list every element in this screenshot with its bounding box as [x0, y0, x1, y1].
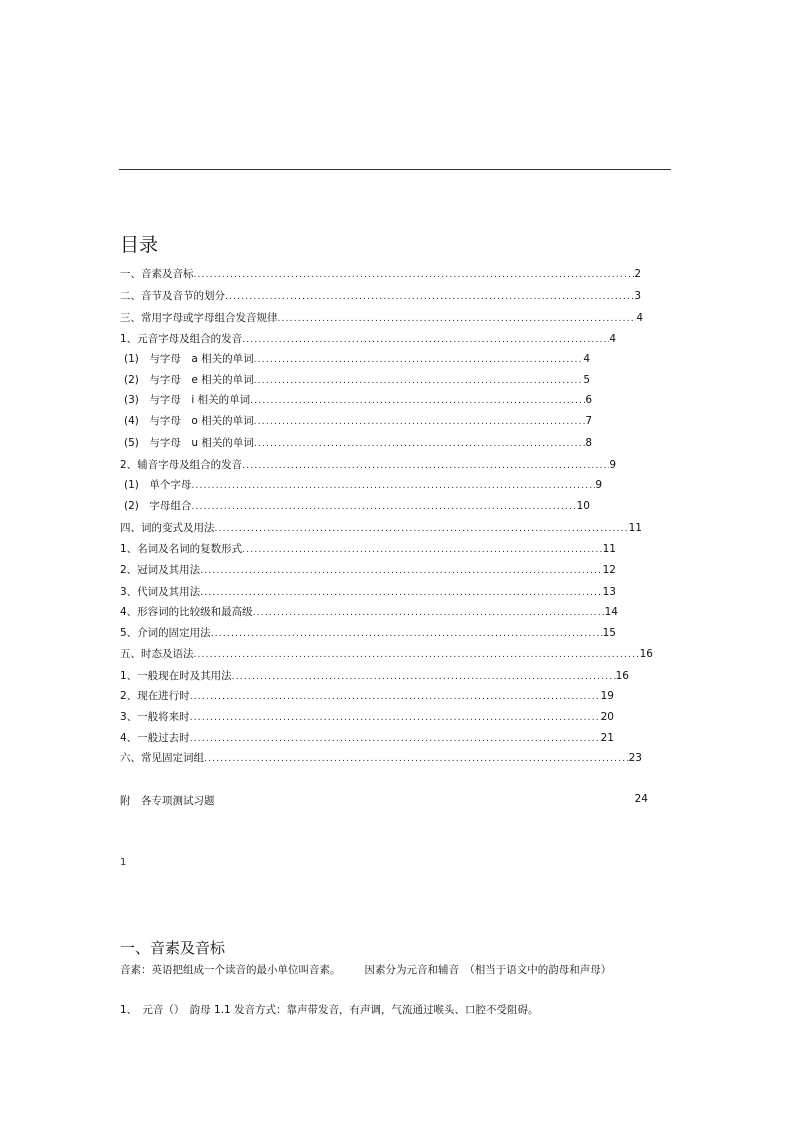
toc-entry-page: 11	[602, 543, 616, 555]
toc-entry-text: 3、一般将来时	[120, 711, 190, 723]
toc-entry-page: 7	[585, 415, 592, 427]
toc-entry[interactable]	[120, 584, 616, 600]
toc-leader-dots	[242, 332, 609, 348]
toc-entry-text: 1、一般现在时及其用法	[120, 670, 232, 682]
toc-entry-text: 1、元音字母及组合的发音	[120, 333, 243, 345]
toc-entry-text: 2、现在进行时	[120, 690, 190, 702]
toc-entry[interactable]	[120, 646, 653, 662]
toc-entry-text: 2、冠词及其用法	[120, 564, 201, 576]
toc-entry-text: (2) 字母组合	[124, 500, 192, 512]
toc-entry-text: 五、时态及语法	[120, 648, 194, 660]
paragraph-text: 因素分为元音和辅音 （相当于语文中的韵母和声母）	[364, 964, 612, 976]
toc-leader-dots	[242, 458, 609, 474]
toc-entry-text: 四、词的变式及用法	[120, 522, 215, 534]
toc-entry[interactable]	[120, 520, 642, 536]
toc-entry-text: 4、形容词的比较级和最高级	[120, 606, 253, 618]
toc-entry-page: 4	[583, 353, 590, 365]
toc-entry[interactable]	[124, 498, 590, 514]
toc-entry-text: 二、音节及音节的划分	[120, 290, 225, 302]
toc-entry[interactable]	[120, 625, 616, 641]
toc-leader-dots	[191, 478, 595, 494]
toc-entry[interactable]	[120, 604, 618, 620]
toc-leader-dots	[254, 373, 584, 389]
toc-leader-dots	[254, 414, 586, 430]
toc-entry-text: (2) 与字母 e 相关的单词	[124, 374, 254, 386]
toc-entry-text: 六、常见固定词组	[120, 752, 204, 764]
toc-entry-text: 2、辅音字母及组合的发音	[120, 459, 243, 471]
body-paragraph: 1、 元音（） 韵母 1.1 发音方式：靠声带发音，有声调，气流通过喉头、口腔不受阻碍。	[120, 1004, 539, 1016]
toc-leader-dots	[232, 669, 616, 685]
toc-title: 目录	[120, 234, 159, 256]
toc-entry-page: 2	[634, 268, 641, 280]
toc-leader-dots	[225, 289, 634, 305]
toc-entry-page: 5	[583, 374, 590, 386]
toc-entry-page: 10	[576, 500, 590, 512]
toc-entry[interactable]	[120, 668, 629, 684]
page-number: 1	[120, 857, 127, 868]
toc-leader-dots	[194, 647, 640, 663]
toc-entry-page: 13	[602, 586, 616, 598]
toc-leader-dots	[215, 521, 629, 537]
appendix-text: 附 各专项测试习题	[120, 795, 215, 807]
toc-entry[interactable]	[124, 392, 592, 408]
paragraph-text: 音素：英语把组成一个读音的最小单位叫音素。	[120, 964, 341, 976]
toc-entry[interactable]	[120, 266, 641, 282]
toc-entry-text: 4、一般过去时	[120, 732, 190, 744]
toc-leader-dots	[254, 352, 584, 368]
toc-entry-page: 15	[602, 627, 616, 639]
toc-entry-page: 20	[600, 711, 614, 723]
section-heading: 一、音素及音标	[120, 939, 226, 957]
toc-entry-text: 5、介词的固定用法	[120, 627, 211, 639]
toc-leader-dots	[190, 689, 601, 705]
toc-entry[interactable]	[120, 331, 616, 347]
toc-leader-dots	[194, 267, 635, 283]
toc-entry-text: 一、音素及音标	[120, 268, 194, 280]
toc-entry[interactable]	[124, 351, 590, 367]
toc-entry-page: 11	[628, 522, 642, 534]
toc-entry[interactable]	[124, 372, 590, 388]
toc-entry-page: 9	[595, 479, 602, 491]
toc-entry-page: 21	[600, 732, 614, 744]
toc-entry[interactable]	[120, 288, 641, 304]
toc-entry[interactable]	[120, 688, 614, 704]
toc-entry-text: 1、名词及名词的复数形式	[120, 543, 243, 555]
toc-entry-page: 9	[609, 459, 616, 471]
toc-entry-page: 14	[604, 606, 618, 618]
toc-entry-text: 3、代词及其用法	[120, 586, 201, 598]
toc-leader-dots	[242, 542, 602, 558]
toc-entry[interactable]	[120, 541, 616, 557]
toc-leader-dots	[211, 626, 603, 642]
toc-leader-dots	[190, 731, 601, 747]
toc-entry[interactable]	[124, 435, 592, 451]
toc-entry-text: (1) 与字母 a 相关的单词	[124, 353, 254, 365]
toc-leader-dots	[254, 436, 585, 452]
toc-entry-page: 12	[602, 564, 616, 576]
toc-entry[interactable]	[124, 477, 602, 493]
toc-entry-text: (3) 与字母 i 相关的单词	[124, 394, 251, 406]
toc-leader-dots	[190, 710, 601, 726]
toc-leader-dots	[250, 393, 585, 409]
toc-entry[interactable]	[120, 310, 643, 326]
toc-entry-page: 4	[636, 312, 643, 324]
toc-entry[interactable]	[120, 709, 614, 725]
toc-entry[interactable]	[120, 562, 616, 578]
toc-leader-dots	[278, 311, 637, 327]
body-paragraph	[120, 960, 668, 980]
toc-entry[interactable]	[120, 750, 642, 766]
toc-entry-text: (5) 与字母 u 相关的单词	[124, 437, 254, 449]
toc-entry[interactable]	[120, 457, 616, 473]
toc-leader-dots	[253, 605, 605, 621]
toc-entry-page: 4	[609, 333, 616, 345]
toc-entry-page: 8	[585, 437, 592, 449]
appendix-page: 24	[634, 793, 648, 805]
toc-entry-page: 6	[585, 394, 592, 406]
toc-leader-dots	[200, 585, 602, 601]
toc-entry-page: 16	[639, 648, 653, 660]
toc-appendix-entry[interactable]	[120, 793, 648, 808]
toc-entry-page: 19	[600, 690, 614, 702]
toc-entry-page: 23	[628, 752, 642, 764]
toc-leader-dots	[191, 499, 576, 515]
toc-leader-dots	[200, 563, 602, 579]
toc-entry-text: (1) 单个字母	[124, 479, 192, 491]
toc-entry[interactable]	[124, 413, 592, 429]
toc-leader-dots	[204, 751, 629, 767]
toc-entry[interactable]	[120, 730, 614, 746]
toc-entry-page: 3	[634, 290, 641, 302]
toc-entry-page: 16	[615, 670, 629, 682]
toc-entry-text: (4) 与字母 o 相关的单词	[124, 415, 254, 427]
toc-entry-text: 三、常用字母或字母组合发音规律	[120, 312, 278, 324]
